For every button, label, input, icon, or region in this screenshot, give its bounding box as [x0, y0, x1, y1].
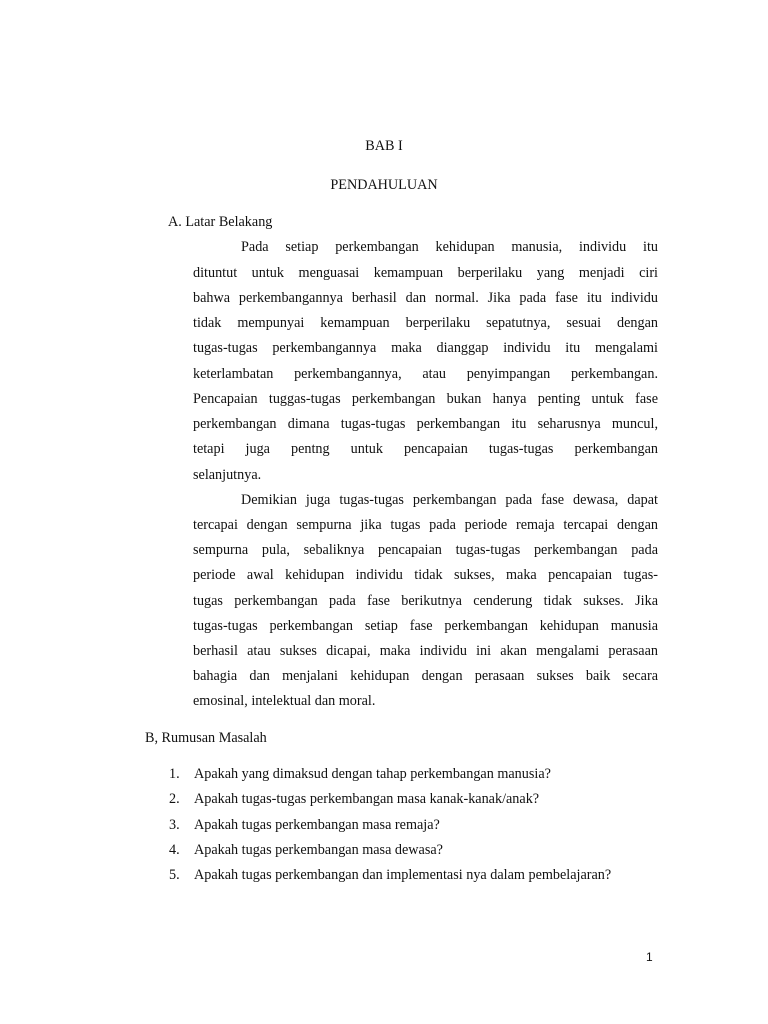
paragraph-line: tugas-tugas perkembangannya maka dianggap individu itu mengalami: [193, 340, 658, 356]
chapter-label: BAB I: [365, 138, 403, 154]
paragraph-line: tercapai dengan sempurna jika tugas pada periode remaja tercapai dengan: [193, 517, 658, 533]
list-item-number: 1.: [169, 766, 180, 782]
list-item: Apakah tugas perkembangan masa dewasa?: [194, 842, 443, 858]
list-item-number: 2.: [169, 791, 180, 807]
chapter-title: PENDAHULUAN: [330, 177, 438, 193]
paragraph-line: perkembangan dimana tugas-tugas perkembangan itu seharusnya muncul,: [193, 416, 658, 432]
paragraph-line: berhasil atau sukses dicapai, maka individu ini akan mengalami perasaan: [193, 643, 658, 659]
paragraph-line: tugas perkembangan pada fase berikutnya cenderung tidak sukses. Jika: [193, 593, 658, 609]
paragraph-line: dituntut untuk menguasai kemampuan berperilaku yang menjadi ciri: [193, 265, 658, 281]
paragraph-line: tetapi juga pentng untuk pencapaian tugas-tugas perkembangan: [193, 441, 658, 457]
list-item: Apakah tugas perkembangan dan implementasi nya dalam pembelajaran?: [194, 867, 612, 883]
list-item-number: 3.: [169, 817, 180, 833]
paragraph-line: tidak mempunyai kemampuan berperilaku sepatutnya, sesuai dengan: [193, 315, 658, 331]
section-a-heading: A. Latar Belakang: [168, 214, 273, 230]
list-item: Apakah tugas perkembangan masa remaja?: [194, 817, 440, 833]
paragraph-line: selanjutnya.: [193, 467, 262, 483]
paragraph-line: bahagia dan menjalani kehidupan dengan perasaan sukses baik secara: [193, 668, 658, 684]
paragraph-line: emosinal, intelektual dan moral.: [193, 693, 376, 709]
paragraph-line: periode awal kehidupan individu tidak sukses, maka pencapaian tugas-: [193, 567, 658, 583]
list-item: Apakah tugas-tugas perkembangan masa kanak-kanak/anak?: [194, 791, 540, 807]
paragraph-line: Demikian juga tugas-tugas perkembangan pada fase dewasa, dapat: [241, 492, 658, 508]
list-item: Apakah yang dimaksud dengan tahap perkembangan manusia?: [194, 766, 551, 782]
paragraph-line: tugas-tugas perkembangan setiap fase perkembangan kehidupan manusia: [193, 618, 658, 634]
section-b-heading: B, Rumusan Masalah: [145, 730, 267, 746]
paragraph-line: sempurna pula, sebaliknya pencapaian tugas-tugas perkembangan pada: [193, 542, 658, 558]
paragraph-line: bahwa perkembangannya berhasil dan normal. Jika pada fase itu individu: [193, 290, 658, 306]
paragraph-line: keterlambatan perkembangannya, atau penyimpangan perkembangan.: [193, 366, 658, 382]
paragraph-line: Pada setiap perkembangan kehidupan manusia, individu itu: [241, 239, 658, 255]
page-number: 1: [646, 950, 653, 964]
list-item-number: 5.: [169, 867, 180, 883]
list-item-number: 4.: [169, 842, 180, 858]
paragraph-line: Pencapaian tuggas-tugas perkembangan bukan hanya penting untuk fase: [193, 391, 658, 407]
